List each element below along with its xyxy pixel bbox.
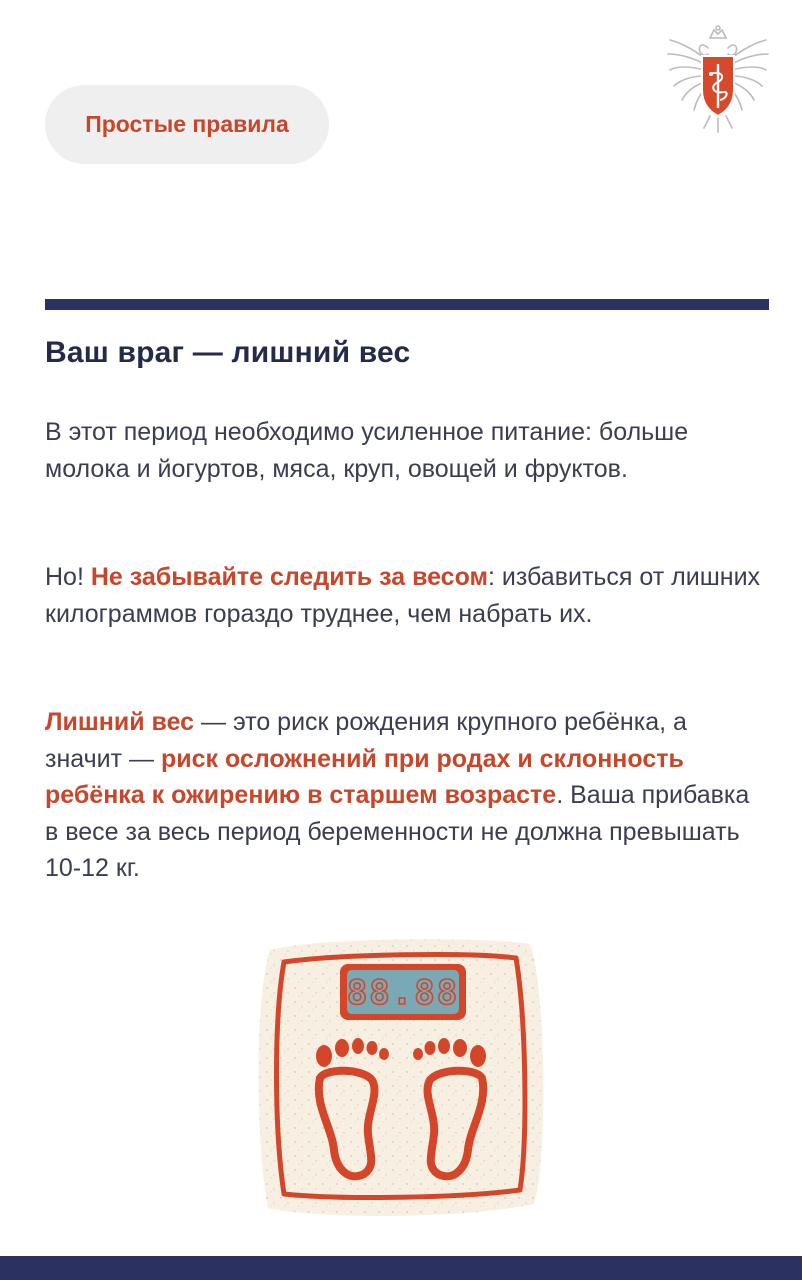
paragraph-weight-watch xyxy=(45,559,765,632)
paragraph-weight-watch-rest: : избавиться от лишних килограммов гораздо труднее, чем набрать их. xyxy=(45,563,761,628)
page-title: Ваш враг — лишний вес xyxy=(45,336,411,369)
footer-bar xyxy=(0,1256,802,1280)
section-tag xyxy=(45,85,329,164)
paragraph-excess-weight-rest: . Ваша прибавка в весе за весь период беременности не должна превышать 10-12 кг. xyxy=(45,781,750,882)
paragraph-weight-watch-lead: Но! xyxy=(45,563,91,591)
highlight-watch-weight: Не забывайте следить за весом xyxy=(90,563,489,591)
paragraph-nutrition-text: В этот период необходимо усиленное питание: больше молока и йогуртов, мяса, круп, овощей и фруктов. xyxy=(45,418,689,483)
ministry-emblem-icon xyxy=(664,24,772,134)
paragraph-excess-weight xyxy=(45,704,765,887)
section-divider xyxy=(45,299,769,310)
paragraph-nutrition xyxy=(45,414,765,487)
highlight-excess-weight: Лишний вес xyxy=(45,708,195,736)
scale-display-text: 88.88 xyxy=(346,973,460,1013)
bathroom-scale-icon xyxy=(250,928,550,1223)
highlight-risks: риск осложнений при родах и склонность ребёнка к ожирению в старшем возрасте xyxy=(45,744,684,809)
paragraph-excess-weight-mid: — это риск рождения крупного ребёнка, а значит — xyxy=(45,708,687,773)
section-tag-label: Простые правила xyxy=(85,111,289,137)
